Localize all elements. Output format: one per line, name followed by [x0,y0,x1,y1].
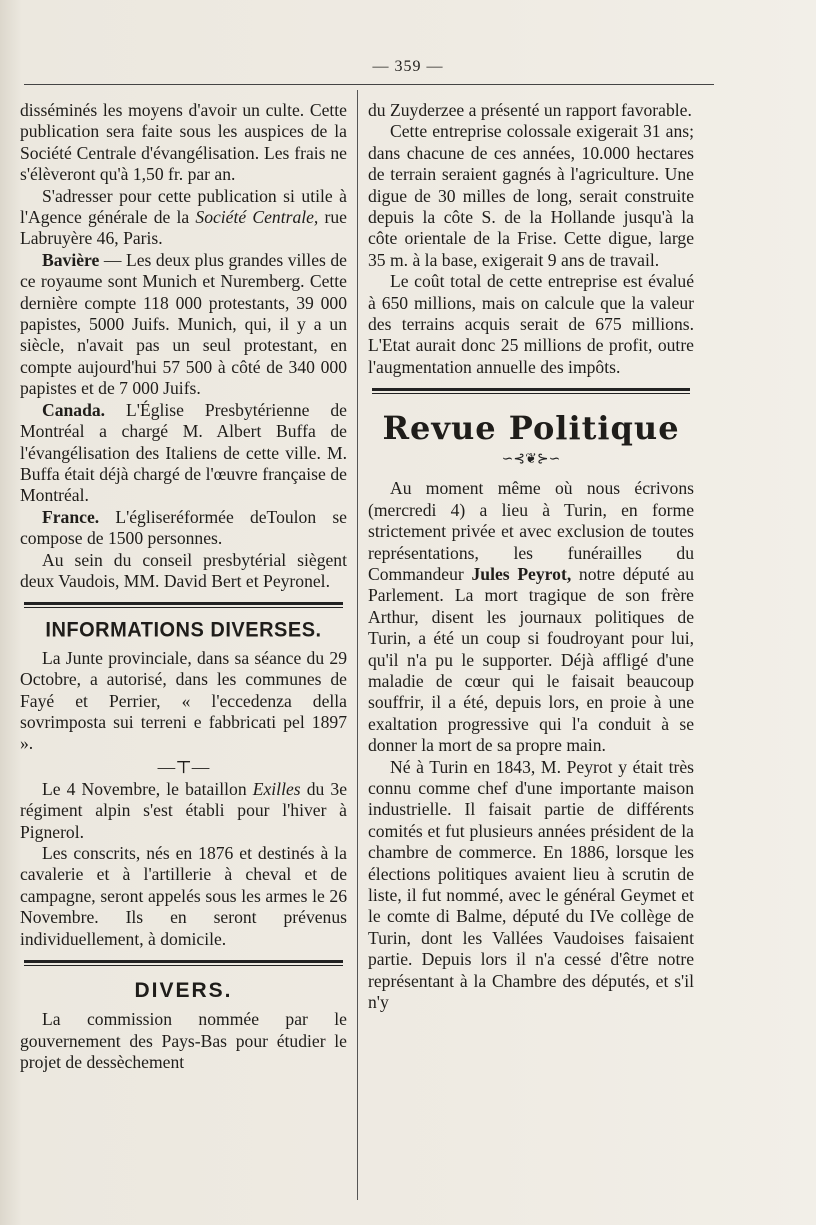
section-title-informations: INFORMATIONS DIVERSES. [45,618,322,642]
paragraph: disséminés les moyens d'avoir un culte. Cette publication sera faite sous les auspices de la Société Centrale d'évangélisation. Les frais ne s'élèveront qu'à 1,50 fr. par an. [20,100,347,185]
paragraph: Au moment même où nous écrivons (mercredi 4) a lieu à Turin, en forme strictement privée et avec exclusion de toutes représentations, les funérailles du Commandeur Jules Peyrot, notre député au Parlement. La mort tragique de son frère Arthur, disent les journaux politiques de Turin, a été un coup si foudroyant pour lui, qu'il n'a pu le supporter. Déjà affligé d'une maladie de cœur qui le faisait beaucoup souffrir, il a été, depuis lors, en proie à une exaltation progressive qui l'a conduit à se donner la mort de sa propre main. [368,478,694,756]
paragraph: Cette entreprise colossale exigerait 31 ans; dans chacune de ces années, 10.000 hectares de terrain seraient gagnés à l'agriculture. Une digue de 30 milles de long, serait construite depuis la côte S. de la Hollande jusqu'à la côte orientale de la Frise. Cette digue, large 35 m. à la base, exigerait 9 ans de travail. [368,121,694,270]
paragraph-baviere: Bavière — Les deux plus grandes villes de ce royaume sont Munich et Nuremberg. Cette dernière compte 118 000 protestants, 39 000 papistes, 5000 Juifs. Munich, qui, il y a un siècle, n'avait pas un seul protestant, en compte aujourd'hui 57 500 à côté de 340 000 papistes et de 7 000 Juifs. [20,249,347,399]
separator-mark: —⊤— [157,756,210,777]
right-column [368,100,694,1013]
left-column [20,100,347,1074]
paragraph: Le 4 Novembre, le bataillon Exilles du 3e régiment alpin s'est établi pour l'hiver à Pignerol. [20,778,348,842]
section-rule [24,960,343,966]
ornament-flourish: ∽⊰❦⊱∽ [501,452,561,468]
page-number: — 359 — [372,58,444,75]
paragraph: Né à Turin en 1843, M. Peyrot y était très connu comme chef d'une importante maison industrielle. Il faisait partie de différents comités et fut plusieurs années président de la chambre de commerce. En 1886, lorsque les élections politiques avaient lieu à scrutin de liste, il fut nommé, avec le général Geymet et le comte di Balme, député du IVe collège de Turin, dont les Vallées Vaudoises faisaient partie. Depuis lors il n'a cessé d'être notre représentant à la Chambre des députés, et s'il n'y [368,756,694,1013]
paragraph-canada: Canada. L'Église Presbytérienne de Montréal a chargé M. Albert Buffa de l'évangélisation des Italiens de cette ville. M. Buffa était déjà chargé de l'œuvre française de Montréal. [20,399,347,506]
paragraph: Les conscrits, nés en 1876 et destinés à la cavalerie et à l'artillerie à cheval et de campagne, seront appelés sous les armes le 26 Novembre. Ils en seront prévenus individuellement, à domicile. [20,843,347,949]
paragraph: S'adresser pour cette publication si utile à l'Agence générale de la Société Centrale, rue Labruyère 46, Paris. [20,185,347,249]
paragraph: La commission nommée par le gouvernement des Pays-Bas pour étudier le projet de dessèchement [20,1009,347,1073]
paragraph: du Zuyderzee a présenté un rapport favorable. [368,100,692,120]
section-title-revue-politique: Revue Politique [382,409,680,448]
section-rule [372,388,690,394]
section-rule [24,602,343,608]
paragraph-france: France. L'égliseréformée deToulon se compose de 1500 personnes. [20,506,347,549]
paragraph: Au sein du conseil presbytérial siègent deux Vaudois, MM. David Bert et Peyronel. [20,549,347,591]
section-head: Canada. [42,399,106,420]
section-head: Bavière [42,249,100,270]
section-head: France. [42,506,100,527]
column-divider [357,90,358,1200]
paragraph: La Junte provinciale, dans sa séance du 29 Octobre, a autorisé, dans les communes de Fayé et Perrier, « l'eccedenza della sovrimposta sui terreni e fabbricati pel 1897 ». [20,647,347,754]
header-rule [24,84,714,85]
paragraph: Le coût total de cette entreprise est évalué à 650 millions, mais on calcule que la valeur des terrains acquis serait de 675 millions. L'Etat aurait donc 25 millions de profit, outre l'augmentation annuelle des impôts. [368,271,694,377]
section-title-divers: DIVERS. [134,979,233,1003]
